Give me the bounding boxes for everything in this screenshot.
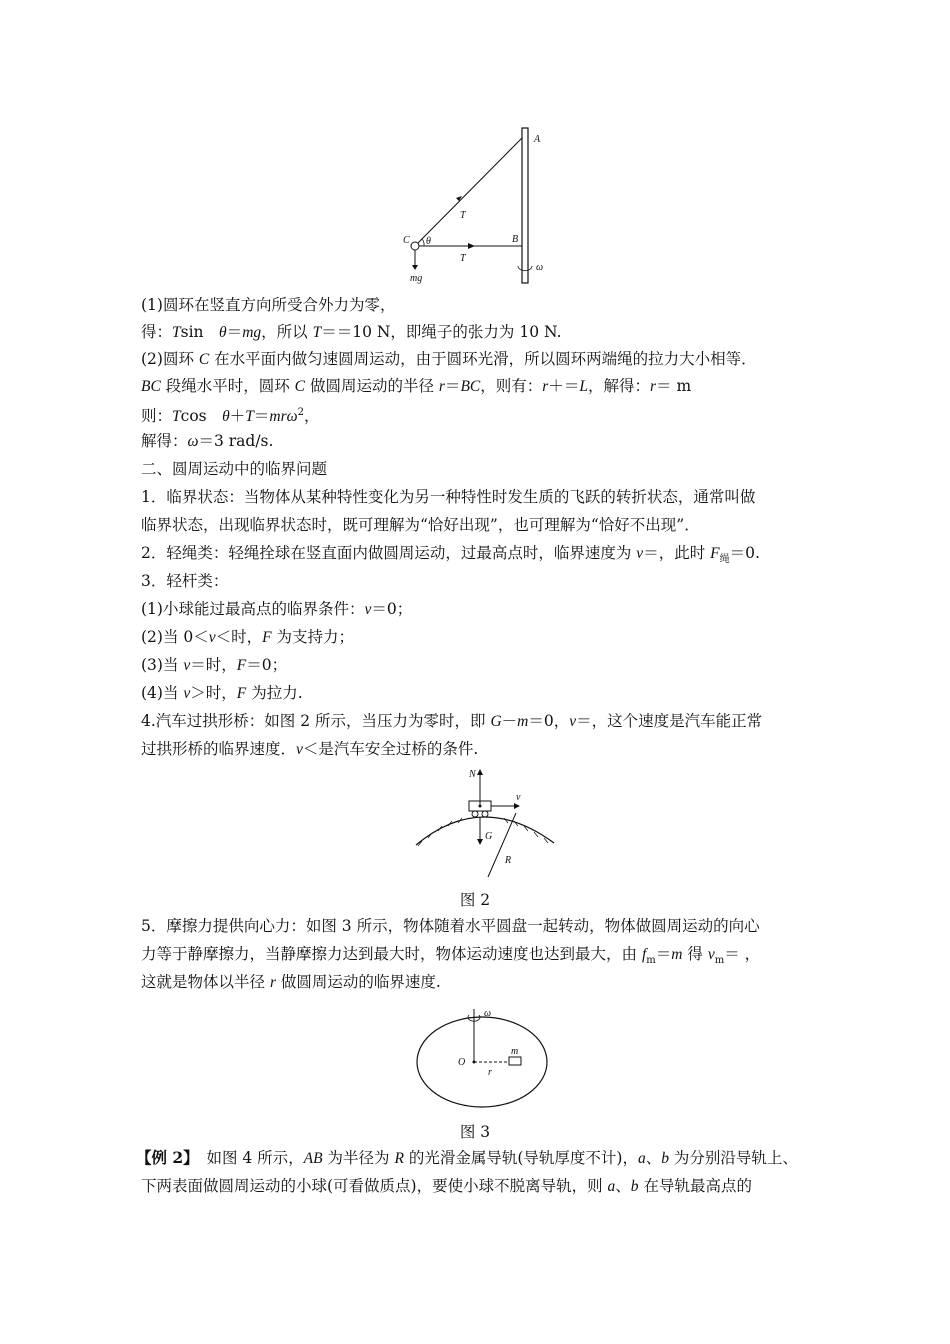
block-m: [509, 1057, 521, 1065]
arrow-g: [477, 839, 483, 845]
label-n: N: [469, 769, 476, 780]
label-r: R: [505, 855, 512, 866]
arrow-t-diag: [456, 196, 462, 201]
line-p1-3: (2)圆环 C 在水平面内做匀速圆周运动，由于圆环光滑，所以圆环两端绳的拉力大小相等．: [141, 350, 757, 368]
section-title: 二、圆周运动中的临界问题: [141, 460, 328, 478]
label-omega: ω: [484, 1008, 492, 1019]
item-1b: 临界状态，出现临界状态时，既可理解为“恰好出现”，也可理解为“恰好不出现”．: [141, 516, 700, 534]
figure-2: [412, 765, 562, 885]
label-theta: θ: [426, 236, 431, 247]
label-o: O: [458, 1057, 466, 1068]
line-p1-1: (1)圆环在竖直方向所受合外力为零，: [141, 296, 396, 314]
label-t2: T: [460, 253, 466, 264]
arrow-v: [514, 803, 520, 809]
line-p1-6: 解得：ω＝3 rad/s.: [141, 432, 274, 450]
example-2-line-1: 【例 2】 如图 4 所示，AB 为半径为 R 的光滑金属导轨(导轨厚度不计)，a、b 为分别沿导轨上、: [136, 1148, 798, 1167]
label-g: G: [485, 831, 493, 842]
item-2: 2．轻绳类：轻绳拴球在竖直面内做圆周运动，过最高点时，临界速度为 v＝，此时 $F_绳=0$.: [141, 544, 760, 566]
item-4b: 过拱形桥的临界速度．v＜是汽车安全过桥的条件.: [141, 740, 479, 758]
example-2-line-2: 下两表面做圆周运动的小球(可看做质点)，要使小球不脱离导轨，则 a、b 在导轨最高点的: [141, 1177, 752, 1195]
label-t1: T: [460, 210, 466, 221]
figure-2-caption: 图 2: [459, 891, 491, 909]
item-1a: 1．临界状态：当物体从某种特性变化为另一种特性时发生质的飞跃的转折状态，通常叫做: [141, 488, 756, 506]
figure-1: [398, 126, 558, 286]
arrow-n: [477, 769, 483, 775]
line-p1-5: 则：Tcos θ＋T＝mrω$^2$，: [141, 407, 320, 426]
line-p1-4: BC 段绳水平时，圆环 C 做圆周运动的半径 r＝BC，则有：r＋＝L，解得：r＝ m: [141, 377, 692, 395]
sub-1: (1)小球能过最高点的临界条件：v＝0；: [141, 600, 413, 618]
example-2-tag: 【例 2】: [136, 1148, 191, 1167]
arrow-t-horiz: [468, 243, 475, 249]
ring-c: [411, 242, 419, 250]
item-3: 3．轻杆类：: [141, 572, 229, 590]
label-mg: mg: [410, 273, 423, 284]
vertical-rod: [522, 128, 528, 283]
sub-2: (2)当 0＜v＜时，F 为支持力；: [141, 628, 355, 646]
line-p1-2: 得：Tsin θ＝mg，所以 T＝＝10 N，即绳子的张力为 10 N.: [141, 323, 562, 341]
figure-3: [412, 1005, 562, 1117]
rope-ca: [415, 138, 522, 246]
sub-3: (3)当 v＝时，F＝0；: [141, 656, 288, 674]
rotation-arrow: [518, 266, 532, 271]
label-v: v: [516, 792, 521, 803]
line-p5-1: 5．摩擦力提供向心力：如图 3 所示，物体随着水平圆盘一起转动，物体做圆周运动的向心: [141, 917, 760, 935]
radius-line: [488, 813, 516, 877]
label-m: m: [511, 1046, 519, 1057]
line-p5-3: 这就是物体以半径 r 做圆周运动的临界速度.: [141, 973, 441, 991]
figure-3-caption: 图 3: [459, 1123, 491, 1141]
line-p5-2: 力等于静摩擦力，当静摩擦力达到最大时，物体运动速度也达到最大，由 $f_m=m$ 得 $v_m=$ ，: [141, 945, 761, 967]
label-c: C: [403, 235, 410, 246]
item-4a: 4.汽车过拱形桥：如图 2 所示，当压力为零时，即 G－m＝0，v＝，这个速度是汽车能正常: [141, 712, 763, 730]
label-b: B: [512, 234, 519, 245]
sub-4: (4)当 v＞时，F 为拉力.: [141, 684, 303, 702]
label-a: A: [534, 134, 541, 145]
label-r: r: [488, 1067, 492, 1078]
label-omega: ω: [536, 262, 544, 273]
